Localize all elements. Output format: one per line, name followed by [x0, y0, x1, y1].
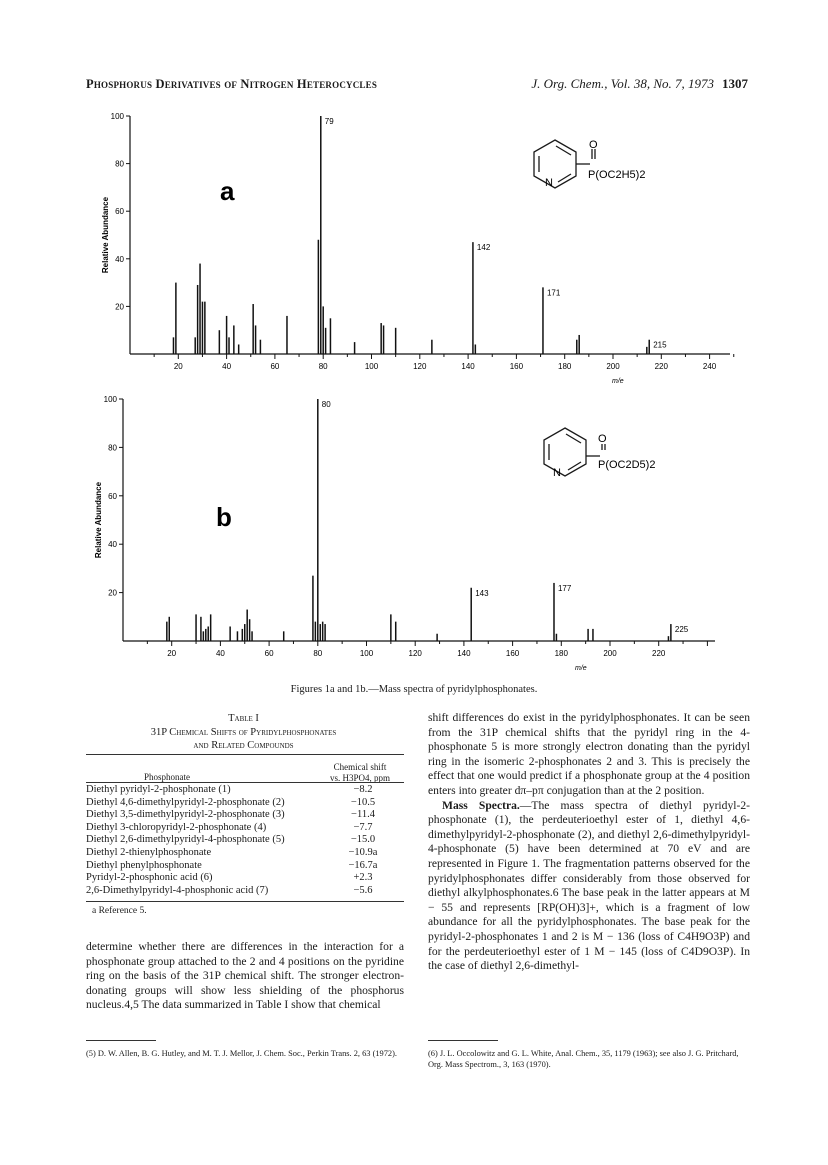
- structure-a: [534, 140, 595, 188]
- peak-label: 177: [557, 583, 572, 593]
- table-row: [86, 784, 404, 797]
- chemical-shift-value: −5.6: [353, 884, 373, 896]
- peak-label: 79: [324, 117, 334, 126]
- chemical-shift-value: +2.3: [353, 872, 373, 884]
- chemical-shift-value: −15.0: [350, 834, 376, 846]
- page-number: 1307: [722, 76, 748, 91]
- col2-header-line1: Chemical shift: [333, 762, 387, 772]
- mass-spectra-text: —The mass spectra of diethyl pyridyl-2-phosphonate (1), the perdeuterioethyl ester of 1, diethyl 4,6-dimethylpyridyl-2-phosphonate (2), and diethyl 2,6-dimethylpyridyl-4-phosphonate (5) have been determined at 70 eV and are represented in Figure 1. The fragmentation patterns observed for the pyridylphosphonates differ considerably from those observed for diethyl alkylphosphonates.6 The base peak in the latter appears at M − 55 and represents [RP(OH)3]+, which is a fragment of low abundance for all the pyridylphosphonates. The base peak for the pyridyl-2-phosphonates 1 and 2 is M − 136 (loss of C4H9O3P) and for the perdeuterioethyl ester of 1 M − 145 (loss of C4D9O3P). In the case of diethyl 2,6-dimethyl-: [428, 798, 750, 973]
- footnote-rule-left: [86, 1040, 156, 1041]
- x-tick-label: 200: [606, 362, 620, 371]
- chart-a: [101, 112, 734, 385]
- y-tick-label: 40: [115, 254, 124, 264]
- panel-label-a: a: [220, 176, 235, 206]
- chemical-shift-table: [86, 784, 404, 897]
- y-tick-label: 100: [110, 112, 124, 121]
- x-tick-label: 220: [654, 362, 668, 371]
- right-column-paragraph-2: [428, 799, 750, 974]
- peak-label: 142: [476, 243, 491, 253]
- x-tick-label: 60: [264, 649, 274, 658]
- x-tick-label: 180: [554, 649, 568, 658]
- table-title-line1: 31P Chemical Shifts of Pyridylphosphonates: [150, 727, 337, 738]
- pyridine-ring-a: [534, 140, 576, 188]
- footnote-rule-right: [428, 1040, 498, 1041]
- x-tick-label: 20: [167, 649, 177, 658]
- compound-name: Diethyl 3-chloropyridyl-2-phosphonate (4): [86, 821, 267, 833]
- compound-name: Diethyl 2,6-dimethylpyridyl-4-phosphonate (5): [86, 834, 285, 846]
- peak-label: 215: [653, 340, 667, 350]
- table-row: [86, 872, 404, 885]
- table-title-line2: and Related Compounds: [193, 740, 294, 751]
- compound-name: Diethyl 2-thienylphosphonate: [86, 846, 212, 858]
- peak-label: 225: [674, 625, 689, 635]
- x-tick-label: 100: [359, 649, 374, 658]
- x-tick-label: 20: [173, 362, 183, 371]
- chemical-shift-value: −10.9a: [348, 846, 378, 858]
- table-row: [86, 860, 404, 873]
- oxygen-label-b: O: [598, 433, 607, 445]
- peak-label: 143: [475, 588, 489, 598]
- compound-name: Diethyl phenylphosphonate: [86, 859, 202, 871]
- table-row: [86, 822, 404, 835]
- x-tick-label: 160: [505, 649, 520, 658]
- x-tick-label: 80: [318, 362, 328, 371]
- x-tick-label: 40: [215, 649, 225, 658]
- chemical-shift-value: −16.7a: [348, 859, 378, 871]
- y-tick-label: 20: [108, 588, 117, 598]
- chemical-shift-value: −10.5: [350, 796, 376, 808]
- compound-name: Pyridyl-2-phosphonic acid (6): [86, 872, 213, 884]
- table-row: [86, 797, 404, 810]
- y-tick-label: 100: [103, 395, 117, 404]
- x-tick-label: 160: [509, 362, 524, 371]
- pyridine-ring-b: [544, 428, 586, 476]
- nitrogen-label-b: N: [553, 467, 561, 479]
- chart-b: [94, 395, 715, 672]
- journal-name: J. Org. Chem., Vol. 38, No. 7, 1973: [531, 76, 714, 91]
- compound-name: Diethyl 3,5-dimethylpyridyl-2-phosphonate (3): [86, 809, 285, 821]
- x-axis-label: m/e: [612, 378, 624, 385]
- struct-b-substituent: P(OC2D5)2: [598, 459, 656, 471]
- x-axis-label: m/e: [575, 665, 587, 672]
- x-tick-label: 100: [364, 362, 379, 371]
- table-top-rule: [86, 754, 404, 755]
- chemical-shift-value: −8.2: [353, 784, 373, 795]
- ring-double-bond: [568, 462, 581, 470]
- table-row: [86, 809, 404, 822]
- y-tick-label: 80: [108, 443, 117, 453]
- running-title: Phosphorus Derivatives of Nitrogen Heterocycles: [86, 77, 378, 91]
- left-column-text: determine whether there are differences in the interaction for a phosphonate group attached to the 2 and 4 positions on the pyridine ring on the basis of the 31P chemical shift. The stronger electron-donating groups will show less shielding of the phosphorus nucleus.4,5 The data summarized in Table I show that chemical: [86, 940, 404, 1012]
- y-tick-label: 20: [115, 302, 124, 312]
- table-footnote: a Reference 5.: [92, 906, 147, 916]
- table-body: [86, 784, 404, 897]
- table-row: [86, 885, 404, 898]
- chemical-shift-value: −11.4: [351, 809, 375, 821]
- table-bottom-rule: [86, 901, 404, 902]
- y-tick-label: 40: [108, 540, 117, 550]
- y-tick-label: 80: [115, 159, 124, 169]
- x-tick-label: 140: [461, 362, 475, 371]
- nitrogen-label-a: N: [545, 177, 553, 189]
- col1-header: Phosphonate: [144, 772, 190, 782]
- struct-a-substituent: P(OC2H5)2: [588, 169, 646, 181]
- x-tick-label: 120: [413, 362, 427, 371]
- chemical-shift-value: −7.7: [353, 821, 373, 833]
- peak-label: 171: [546, 288, 561, 298]
- oxygen-label-a: O: [589, 139, 598, 151]
- figure-caption: Figures 1a and 1b.—Mass spectra of pyridylphosphonates.: [290, 684, 538, 695]
- compound-name: 2,6-Dimethylpyridyl-4-phosphonic acid (7): [86, 884, 269, 896]
- col2-header-line2: vs. H3PO4, ppm: [329, 773, 390, 783]
- x-tick-label: 220: [652, 649, 666, 658]
- footnote-5: (5) D. W. Allen, B. G. Hutley, and M. T. J. Mellor, J. Chem. Soc., Perkin Trans. 2, 63 (1972).: [86, 1049, 398, 1058]
- table-row: [86, 834, 404, 847]
- compound-name: Diethyl 4,6-dimethylpyridyl-2-phosphonate (2): [86, 796, 285, 808]
- footnote-6: (6) J. L. Occolowitz and G. L. White, Anal. Chem., 35, 1179 (1963); see also J. G. Pritchard, Org. Mass Spectrom., 3, 163 (1970).: [428, 1049, 739, 1069]
- section-heading-mass-spectra: Mass Spectra.: [442, 798, 520, 812]
- y-axis-label: Relative Abundance: [101, 196, 110, 274]
- x-tick-label: 40: [222, 362, 232, 371]
- compound-name: Diethyl pyridyl-2-phosphonate (1): [86, 784, 231, 795]
- x-tick-label: 80: [313, 649, 323, 658]
- x-tick-label: 200: [603, 649, 617, 658]
- x-tick-label: 240: [702, 362, 717, 371]
- x-tick-label: 120: [408, 649, 422, 658]
- ring-double-bond: [558, 174, 571, 182]
- x-tick-label: 180: [558, 362, 572, 371]
- table-label: Table I: [228, 713, 259, 724]
- table-row: [86, 847, 404, 860]
- x-tick-label: 60: [270, 362, 280, 371]
- right-column: [428, 711, 750, 974]
- y-axis-label: Relative Abundance: [94, 481, 103, 559]
- y-tick-label: 60: [108, 491, 117, 501]
- right-column-paragraph-1: shift differences do exist in the pyridylphosphonates. It can be seen from the 31P chemical shifts that the pyridyl ring in the 4-phosphonate 5 is more strongly electron donating than the pyridyl ring in the isomeric 2-phosphonates 2 and 3. This is precisely the effect that one would predict if a phosphonate group at the 4 position enters into greater dπ–pπ conjugation than at the 2 position.: [428, 711, 750, 797]
- x-tick-label: 140: [457, 649, 471, 658]
- panel-label-b: b: [216, 502, 232, 532]
- peak-label: 80: [321, 400, 331, 409]
- table-header-rule: [86, 782, 404, 783]
- y-tick-label: 60: [115, 207, 124, 217]
